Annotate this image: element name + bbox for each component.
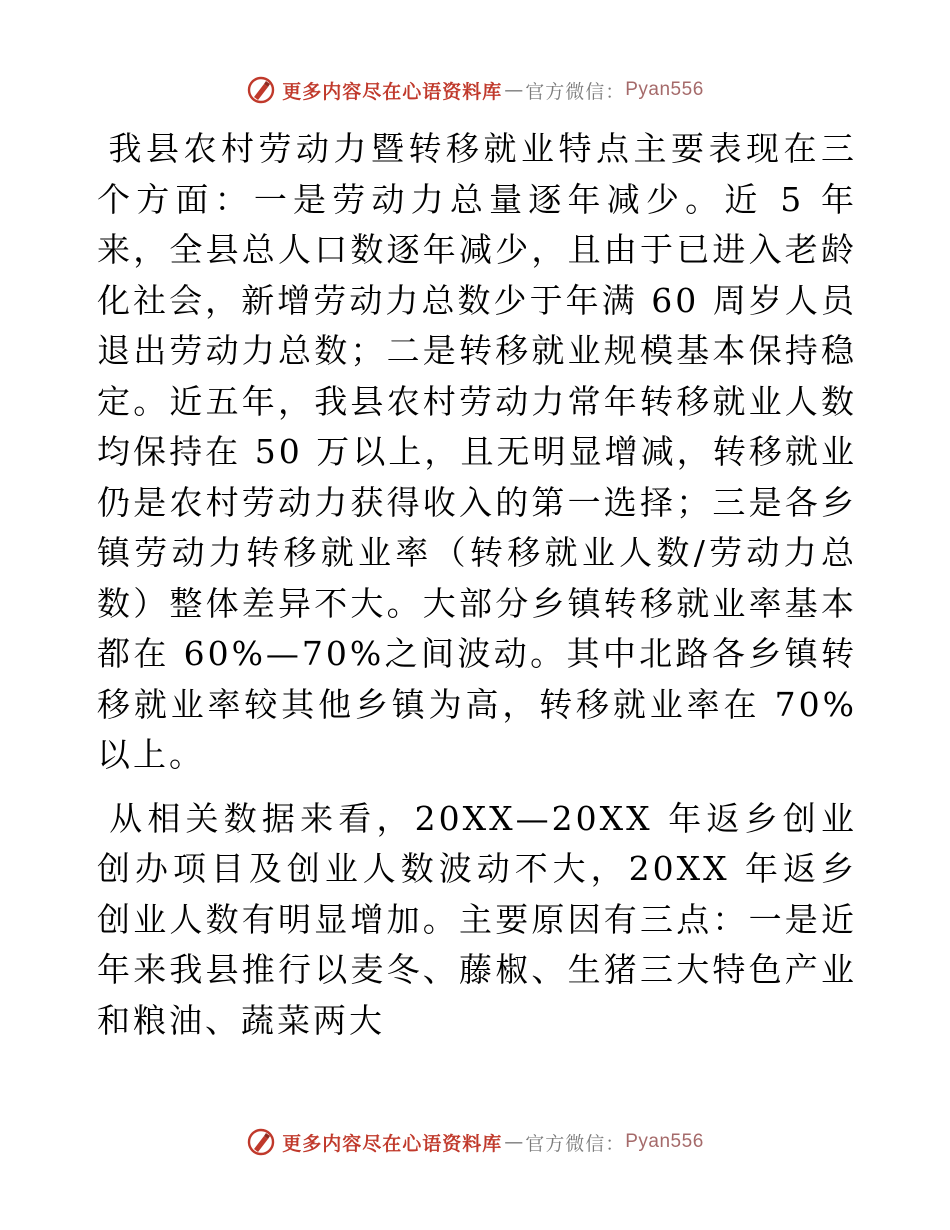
- banner-main-text: 更多内容尽在心语资料库: [282, 80, 503, 103]
- pen-logo-icon: [246, 75, 276, 105]
- paragraph-text: 我县农村劳动力暨转移就业特点主要表现在三个方面：一是劳动力总量逐年减少。近 5 年来，全县总人口数逐年减少，且由于已进入老龄化社会，新增劳动力总数少于年满 60 周岁人员退出劳动力总数；二是转移就业规模基本保持稳定。近五年，我县农村劳动力常年转移就业人数均保持在 50 万以上，且无明显增减，转移就业仍是农村劳动力获得收入的第一选择；三是各乡镇劳动力转移就业率（转移就业人数/劳动力总数）整体差异不大。大部分乡镇转移就业率基本都在 60%—70%之间波动。其中北路各乡镇转移就业率较其他乡镇为高，转移就业率在 70%以上。: [97, 129, 857, 774]
- paragraph: [97, 794, 857, 1047]
- header-banner: [0, 70, 950, 110]
- banner-wechat-label: 官方微信：: [525, 1132, 626, 1155]
- banner-dash: —: [504, 1131, 524, 1153]
- banner-wechat-id: Pyan556: [625, 1131, 704, 1152]
- footer-banner: [0, 1122, 950, 1162]
- banner-wechat-id: Pyan556: [625, 79, 704, 100]
- pen-logo-icon: [246, 1127, 276, 1157]
- banner-wechat-label: 官方微信：: [525, 80, 626, 103]
- paragraph: [97, 124, 857, 781]
- document-body: [97, 124, 857, 1046]
- paragraph-text: 从相关数据来看，20XX—20XX 年返乡创业创办项目及创业人数波动不大，20XX 年返乡创业人数有明显增加。主要原因有三点：一是近年来我县推行以麦冬、藤椒、生猪三大特色产业和粮油、蔬菜两大: [97, 798, 857, 1040]
- banner-main-text: 更多内容尽在心语资料库: [282, 1132, 503, 1155]
- banner-dash: —: [504, 79, 524, 101]
